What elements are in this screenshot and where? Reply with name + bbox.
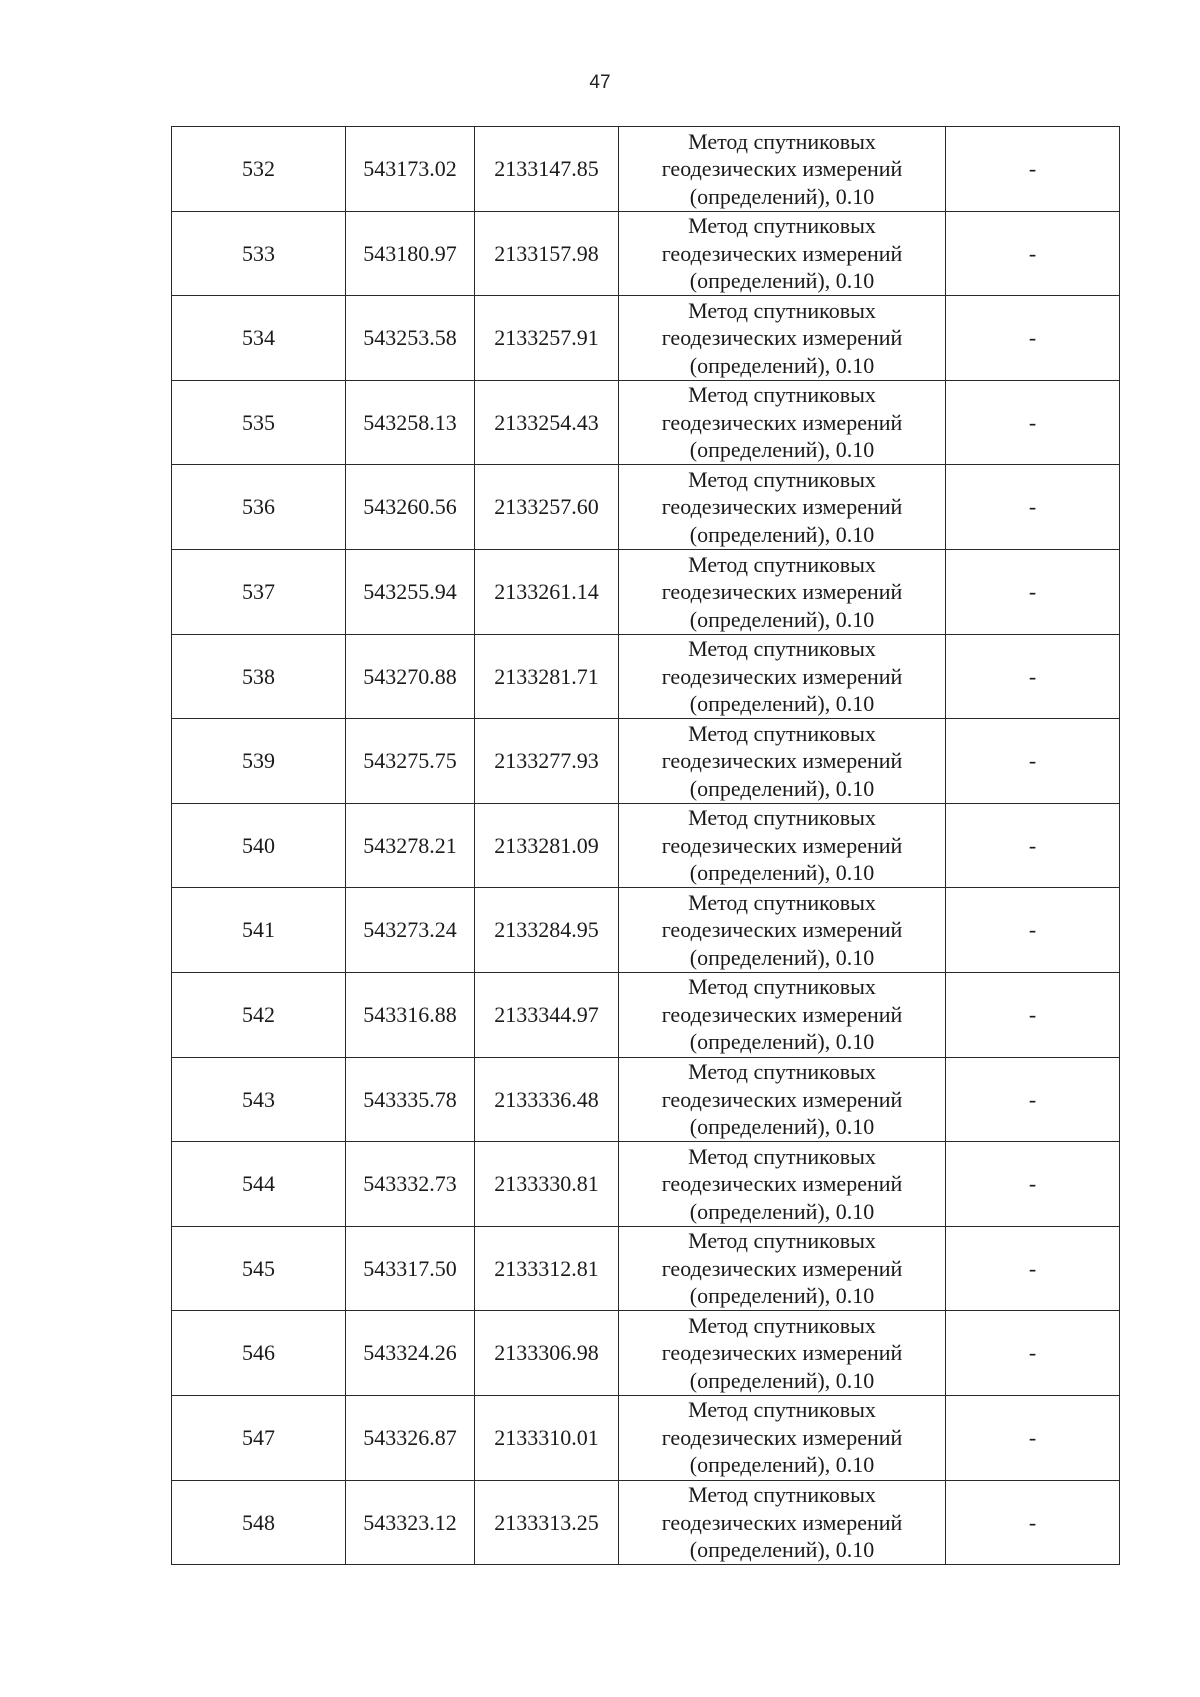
method-line: Метод спутниковых [688,889,876,915]
note-cell: - [946,211,1120,296]
table-row [172,719,1120,804]
point-number-cell: 548 [172,1480,346,1565]
table-row [172,549,1120,634]
x-coordinate-cell: 543278.21 [346,803,475,888]
method-line: (определений), 0.10 [689,944,875,970]
point-number-cell: 541 [172,888,346,973]
method-cell [619,1226,946,1311]
method-cell [619,1142,946,1227]
y-coordinate-cell: 2133254.43 [475,380,619,465]
method-line: (определений), 0.10 [689,860,875,886]
y-coordinate-cell: 2133257.60 [475,465,619,550]
x-coordinate-cell: 543260.56 [346,465,475,550]
point-number-cell: 535 [172,380,346,465]
method-line: (определений), 0.10 [689,1367,875,1393]
note-cell: - [946,1142,1120,1227]
method-line: (определений), 0.10 [689,1452,875,1478]
method-cell [619,127,946,212]
x-coordinate-cell: 543258.13 [346,380,475,465]
coordinates-table-body [172,127,1120,1565]
y-coordinate-cell: 2133312.81 [475,1226,619,1311]
method-line: геодезических измерений [661,1255,903,1281]
x-coordinate-cell: 543332.73 [346,1142,475,1227]
table-row [172,380,1120,465]
method-line: Метод спутниковых [688,551,876,577]
table-row [172,465,1120,550]
x-coordinate-cell: 543326.87 [346,1395,475,1480]
method-line: геодезических измерений [661,1340,903,1366]
method-line: геодезических измерений [661,156,903,182]
point-number-cell: 532 [172,127,346,212]
method-line: геодезических измерений [661,1171,903,1197]
method-line: геодезических измерений [661,494,903,520]
point-number-cell: 543 [172,1057,346,1142]
method-line: Метод спутниковых [688,805,876,831]
method-cell [619,465,946,550]
point-number-cell: 538 [172,634,346,719]
note-cell: - [946,1311,1120,1396]
method-cell [619,1311,946,1396]
point-number-cell: 533 [172,211,346,296]
y-coordinate-cell: 2133336.48 [475,1057,619,1142]
method-cell [619,634,946,719]
y-coordinate-cell: 2133344.97 [475,972,619,1057]
method-cell [619,803,946,888]
table-row [172,211,1120,296]
x-coordinate-cell: 543323.12 [346,1480,475,1565]
note-cell: - [946,803,1120,888]
note-cell: - [946,1226,1120,1311]
method-line: (определений), 0.10 [689,1283,875,1309]
method-line: геодезических измерений [661,1001,903,1027]
method-line: (определений), 0.10 [689,606,875,632]
y-coordinate-cell: 2133310.01 [475,1395,619,1480]
y-coordinate-cell: 2133281.71 [475,634,619,719]
method-cell [619,972,946,1057]
note-cell: - [946,888,1120,973]
method-line: Метод спутниковых [688,1059,876,1085]
table-row [172,1311,1120,1396]
note-cell: - [946,380,1120,465]
method-line: Метод спутниковых [688,720,876,746]
method-cell [619,888,946,973]
x-coordinate-cell: 543253.58 [346,296,475,381]
method-cell [619,211,946,296]
point-number-cell: 542 [172,972,346,1057]
point-number-cell: 539 [172,719,346,804]
table-row [172,888,1120,973]
method-line: Метод спутниковых [688,466,876,492]
method-line: (определений), 0.10 [689,691,875,717]
note-cell: - [946,1480,1120,1565]
y-coordinate-cell: 2133277.93 [475,719,619,804]
page-number: 47 [589,72,611,93]
method-line: (определений), 0.10 [689,1114,875,1140]
point-number-cell: 545 [172,1226,346,1311]
method-line: (определений), 0.10 [689,1537,875,1563]
y-coordinate-cell: 2133257.91 [475,296,619,381]
method-line: (определений), 0.10 [689,437,875,463]
table-row [172,1142,1120,1227]
x-coordinate-cell: 543173.02 [346,127,475,212]
method-line: Метод спутниковых [688,1397,876,1423]
method-line: Метод спутниковых [688,1312,876,1338]
y-coordinate-cell: 2133261.14 [475,549,619,634]
method-line: геодезических измерений [661,325,903,351]
table-row [172,1057,1120,1142]
y-coordinate-cell: 2133313.25 [475,1480,619,1565]
point-number-cell: 544 [172,1142,346,1227]
point-number-cell: 547 [172,1395,346,1480]
method-cell [619,380,946,465]
coordinates-table [171,126,1120,1565]
method-cell [619,719,946,804]
method-line: (определений), 0.10 [689,521,875,547]
method-line: геодезических измерений [661,663,903,689]
method-line: Метод спутниковых [688,297,876,323]
note-cell: - [946,127,1120,212]
method-line: геодезических измерений [661,409,903,435]
x-coordinate-cell: 543317.50 [346,1226,475,1311]
method-line: Метод спутниковых [688,974,876,1000]
method-cell [619,1057,946,1142]
note-cell: - [946,296,1120,381]
method-line: геодезических измерений [661,1086,903,1112]
point-number-cell: 540 [172,803,346,888]
note-cell: - [946,634,1120,719]
point-number-cell: 534 [172,296,346,381]
method-line: геодезических измерений [661,917,903,943]
method-line: (определений), 0.10 [689,1198,875,1224]
x-coordinate-cell: 543270.88 [346,634,475,719]
x-coordinate-cell: 543255.94 [346,549,475,634]
point-number-cell: 537 [172,549,346,634]
method-line: геодезических измерений [661,1509,903,1535]
method-line: геодезических измерений [661,748,903,774]
method-cell [619,1395,946,1480]
table-row [172,127,1120,212]
point-number-cell: 536 [172,465,346,550]
method-line: Метод спутниковых [688,1228,876,1254]
table-row [172,634,1120,719]
point-number-cell: 546 [172,1311,346,1396]
x-coordinate-cell: 543275.75 [346,719,475,804]
table-row [172,1395,1120,1480]
note-cell: - [946,1395,1120,1480]
method-line: (определений), 0.10 [689,183,875,209]
method-cell [619,549,946,634]
method-line: Метод спутниковых [688,636,876,662]
method-line: Метод спутниковых [688,213,876,239]
table-row [172,803,1120,888]
method-cell [619,1480,946,1565]
x-coordinate-cell: 543316.88 [346,972,475,1057]
method-cell [619,296,946,381]
y-coordinate-cell: 2133281.09 [475,803,619,888]
method-line: геодезических измерений [661,832,903,858]
note-cell: - [946,1057,1120,1142]
y-coordinate-cell: 2133147.85 [475,127,619,212]
method-line: геодезических измерений [661,240,903,266]
x-coordinate-cell: 543335.78 [346,1057,475,1142]
table-row [172,972,1120,1057]
method-line: (определений), 0.10 [689,352,875,378]
method-line: геодезических измерений [661,579,903,605]
table-row [172,1480,1120,1565]
method-line: Метод спутниковых [688,1143,876,1169]
method-line: (определений), 0.10 [689,1029,875,1055]
x-coordinate-cell: 543180.97 [346,211,475,296]
y-coordinate-cell: 2133284.95 [475,888,619,973]
method-line: (определений), 0.10 [689,268,875,294]
table-row [172,1226,1120,1311]
method-line: геодезических измерений [661,1424,903,1450]
y-coordinate-cell: 2133330.81 [475,1142,619,1227]
note-cell: - [946,465,1120,550]
method-line: Метод спутниковых [688,382,876,408]
method-line: Метод спутниковых [688,128,876,154]
note-cell: - [946,549,1120,634]
method-line: Метод спутниковых [688,1482,876,1508]
x-coordinate-cell: 543324.26 [346,1311,475,1396]
x-coordinate-cell: 543273.24 [346,888,475,973]
y-coordinate-cell: 2133306.98 [475,1311,619,1396]
note-cell: - [946,972,1120,1057]
y-coordinate-cell: 2133157.98 [475,211,619,296]
table-row [172,296,1120,381]
note-cell: - [946,719,1120,804]
method-line: (определений), 0.10 [689,775,875,801]
